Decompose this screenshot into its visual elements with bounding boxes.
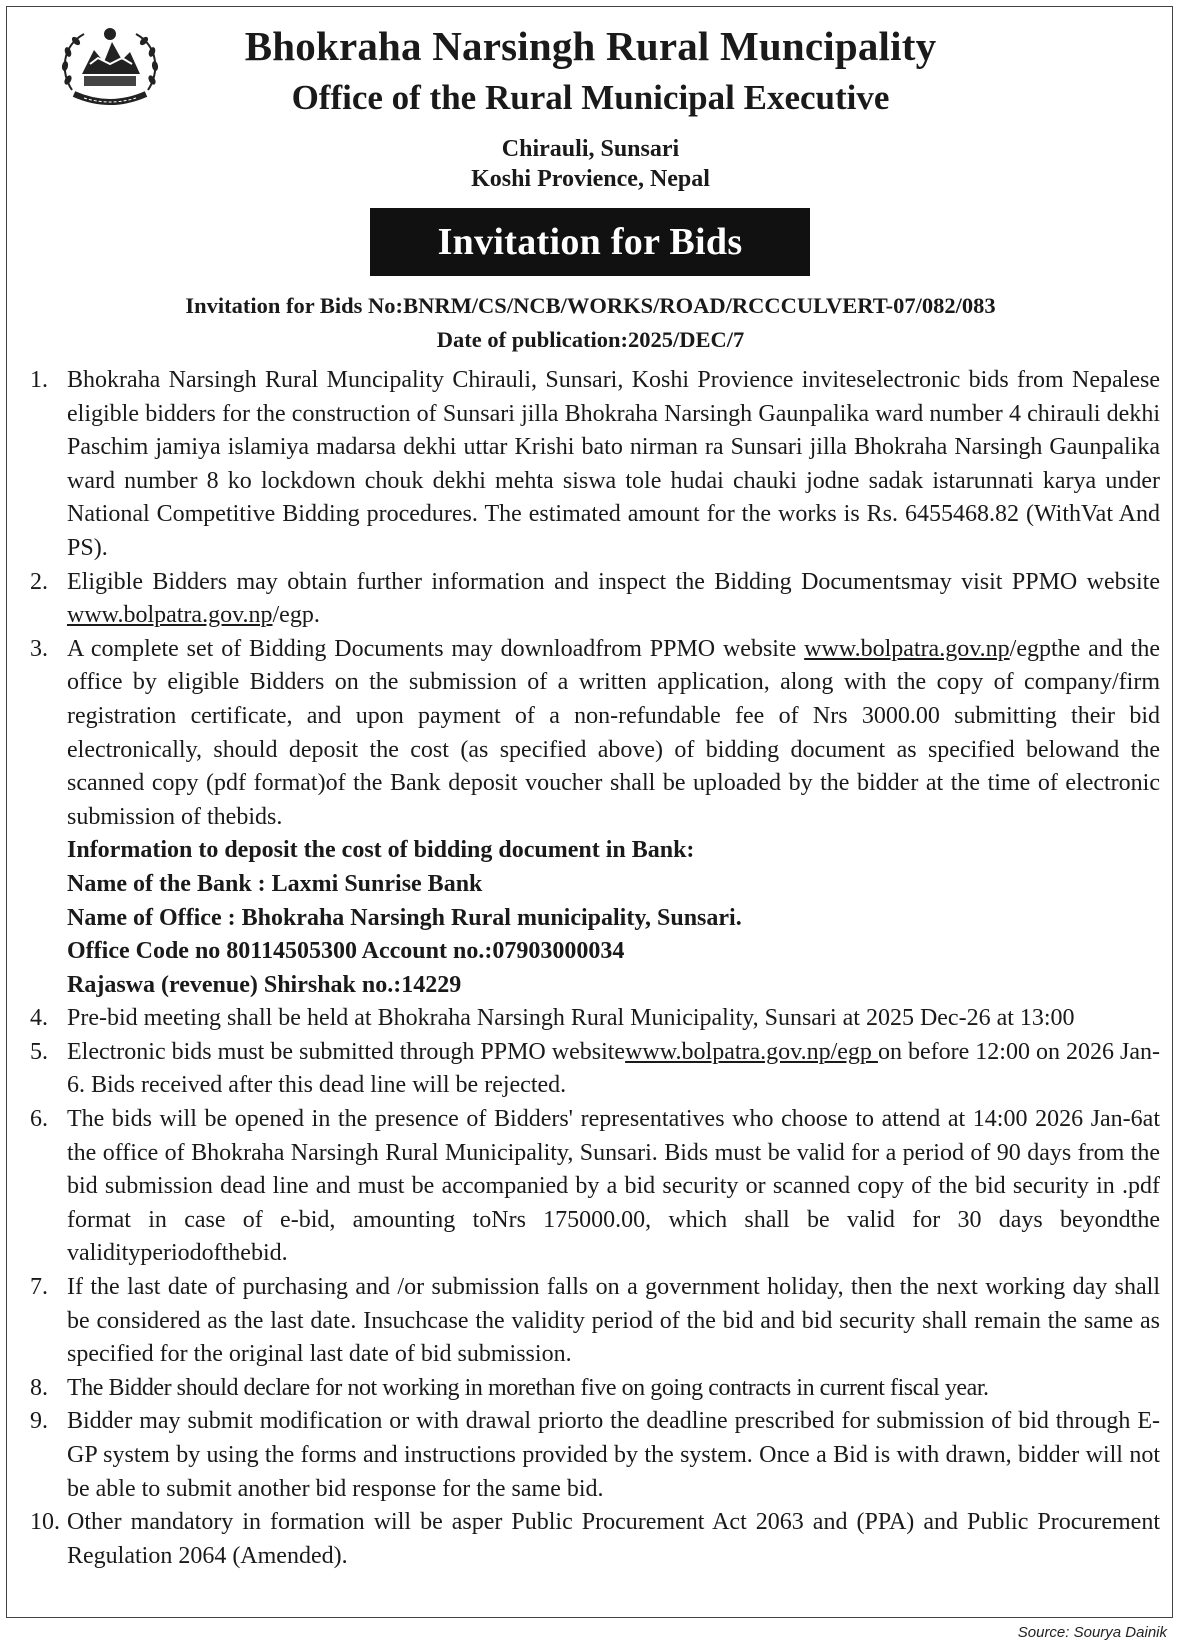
office-account-code: Office Code no 80114505300 Account no.:07903000034	[67, 938, 625, 965]
clause-text: Pre-bid meeting shall be held at Bhokraha Narsingh Rural Municipality, Sunsari at 2025 Dec-26 at 13:00	[67, 1005, 1075, 1032]
source-credit: Source: Sourya Dainik	[1017, 1624, 1167, 1641]
clause-item	[18, 633, 1160, 1003]
ifb-number-label: Invitation for Bids No:	[185, 293, 404, 318]
clause-text: The Bidder should declare for not working in morethan five on going contracts in current fiscal year.	[67, 1374, 989, 1401]
publication-date-line	[0, 327, 1181, 353]
clause-number: 10.	[30, 1509, 60, 1536]
clause-number: 1.	[30, 367, 48, 393]
clause-item	[18, 1506, 1160, 1573]
clause-text-part: Eligible Bidders may obtain further information and inspect the Bidding Documentsmay visit PPMO website	[67, 568, 1160, 595]
clause-text: Other mandatory in formation will be asper Public Procurement Act 2063 and (PPA) and Public Procurement Regulation 2064 (Amended).	[67, 1509, 1160, 1569]
clause-item	[18, 1036, 1160, 1103]
clause-text-part: A complete set of Bidding Documents may downloadfrom PPMO website	[67, 635, 805, 662]
municipality-title: Bhokraha Narsingh Rural Muncipality	[244, 23, 937, 69]
office-title: Office of the Rural Municipal Executive	[291, 78, 890, 117]
clause-text	[67, 1036, 1160, 1103]
publication-date-label: Date of publication:	[436, 327, 628, 352]
clause-text-part: /egpthe and the office by eligible Bidders on the submission of a written application, along with the copy of company/firm registration certificate, and upon payment of a non-refundable fee of Nrs 3000.00 submitting their bid electronically, should deposit the cost (as specified above) of bidding document as specified belowand the scanned copy (pdf format)of the Bank deposit voucher shall be uploaded by the bidder at the time of electronic submission of thebids.	[67, 635, 1160, 830]
clause-number: 8.	[30, 1374, 48, 1401]
ppmo-egp-link[interactable]: www.bolpatra.gov.np/egp	[625, 1038, 878, 1065]
publication-date-value: 2025/DEC/7	[627, 327, 745, 352]
clause-item	[18, 1103, 1160, 1271]
clause-text-part: Electronic bids must be submitted through PPMO website	[67, 1038, 626, 1065]
clause-item	[18, 1002, 1160, 1036]
office-name: Name of Office : Bhokraha Narsingh Rural municipality, Sunsari.	[67, 904, 742, 931]
clause-item	[18, 1372, 1160, 1406]
clause-text: Bhokraha Narsingh Rural Muncipality Chirauli, Sunsari, Koshi Provience inviteselectronic bids from Nepalese eligible bidders for the construction of Sunsari jilla Bhokraha Narsingh Gaunpalika ward number 4 chirauli dekhi Paschim jamiya islamiya madarsa dekhi uttar Krishi bato nirman ra Sunsari jilla Bhokraha Narsingh Gaunpalika ward number 8 ko lockdown chouk dekhi mehta siswa tole hudai chauki jodne sadak istarunnati karya under National Competitive Bidding procedures. The estimated amount for the works is Rs. 6455468.82 (WithVat And PS).	[67, 367, 1160, 561]
ifb-number-value: BNRM/CS/NCB/WORKS/ROAD/RCCCULVERT-07/082/083	[403, 293, 996, 318]
bank-name: Name of the Bank : Laxmi Sunrise Bank	[67, 870, 483, 897]
clause-text: The bids will be opened in the presence of Bidders' representatives who choose to attend at 14:00 2026 Jan-6at the office of Bhokraha Narsingh Rural Municipality, Sunsari. Bids must be valid for a period of 90 days from the bid submission dead line and must be accompanied by a bid security or scanned copy of the bid security in .pdf format in case of e-bid, amounting toNrs 175000.00, which shall be valid for 30 days beyondthe validityperiodofthebid.	[67, 1106, 1160, 1267]
clause-item	[18, 1271, 1160, 1372]
ppmo-website-link[interactable]: www.bolpatra.gov.np	[67, 602, 273, 629]
notice-banner: Invitation for Bids	[370, 208, 810, 276]
clause-number: 7.	[30, 1274, 48, 1301]
clause-item	[18, 566, 1160, 633]
clause-number: 5.	[30, 1038, 48, 1065]
ifb-number-line	[0, 293, 1181, 319]
clause-item	[18, 364, 1160, 566]
address-line-2: Koshi Provience, Nepal	[471, 166, 710, 192]
clause-text-part: /egp.	[272, 602, 320, 629]
revenue-heading-number: Rajaswa (revenue) Shirshak no.:14229	[67, 971, 462, 998]
clause-text	[67, 633, 1160, 1003]
clause-text: If the last date of purchasing and /or submission falls on a government holiday, then the next working day shall be considered as the last date. Insuchcase the validity period of the bid and bid security shall remain the same as specified for the original last date of bid submission.	[67, 1274, 1160, 1368]
bank-info-block	[67, 834, 1160, 1002]
clause-number: 3.	[30, 635, 48, 662]
clause-text-part: on before 12:00 on 2026 Jan-6. Bids received after this dead line will be rejected.	[67, 1038, 1160, 1099]
clause-number: 4.	[30, 1005, 48, 1032]
address-line-1: Chirauli, Sunsari	[501, 136, 680, 162]
clause-item	[18, 1405, 1160, 1506]
clause-text: Bidder may submit modification or with drawal priorto the deadline prescribed for submission of bid through E-GP system by using the forms and instructions provided by the system. Once a Bid is with drawn, bidder will not be able to submit another bid response for the same bid.	[67, 1408, 1160, 1502]
bank-info-heading: Information to deposit the cost of bidding document in Bank:	[67, 837, 695, 864]
ppmo-website-link[interactable]: www.bolpatra.gov.np	[804, 635, 1010, 662]
clause-number: 2.	[30, 568, 48, 595]
clause-number: 9.	[30, 1408, 48, 1435]
clause-list	[18, 364, 1160, 1573]
clause-text	[67, 566, 1160, 633]
clause-number: 6.	[30, 1106, 48, 1133]
